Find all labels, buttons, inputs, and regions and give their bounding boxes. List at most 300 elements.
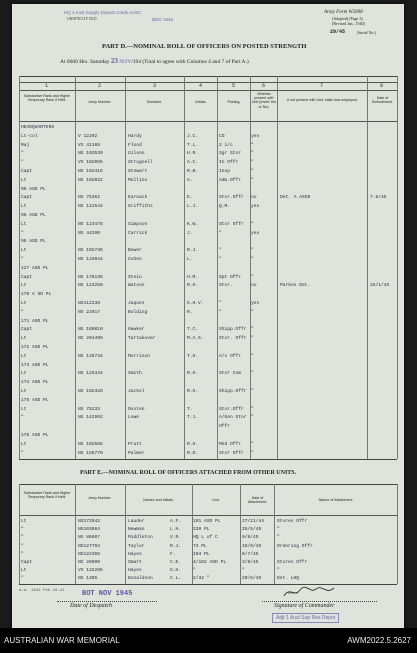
part-d-row (19, 168, 397, 176)
cell-nature: " (277, 527, 280, 533)
col-header-posting: Posting. (227, 100, 241, 104)
part-d-row (19, 362, 397, 370)
part-e-row (19, 551, 397, 559)
cell-nature: " (277, 568, 280, 574)
cell-post: Q.M. (219, 204, 231, 210)
cell-name: Stein (128, 274, 142, 280)
cell-present: " (251, 441, 254, 447)
cell-init: L.H. (170, 527, 182, 533)
part-d-row (19, 247, 397, 255)
cell-post: Stor Offr (219, 221, 244, 227)
cell-post: 2 i/c (219, 142, 233, 148)
part-d-row (19, 203, 397, 211)
date-stamp: BNO 1945 (152, 17, 174, 22)
cell-post: Offr (219, 424, 231, 430)
cell-rank: HEADQUARTERS (21, 125, 55, 130)
cell-name: Tartakover (128, 336, 156, 342)
part-d-row (19, 397, 397, 405)
cell-rank: " (21, 160, 24, 166)
cell-rank: Lt (21, 177, 27, 183)
cell-present: " (251, 389, 254, 394)
unit-stamp: HQ 1 Aust Supply Depots Cmds AASC (64, 10, 142, 15)
cell-name: Palmer (128, 450, 145, 456)
cell-unit: 104 PL (193, 551, 210, 557)
part-d-row (19, 256, 397, 264)
cell-init: H.M. (187, 274, 199, 280)
cell-init: R.H. (187, 389, 199, 394)
e-header-date: Date of Attachment. (247, 496, 268, 505)
cell-rank: " (21, 535, 24, 541)
part-d-row (19, 414, 397, 422)
col-header-present: Whether present with Unit (Insert Yes or No). (251, 92, 277, 109)
cell-init: T.C. (187, 327, 199, 333)
serial-label: (Serial No.) (357, 30, 376, 35)
cell-name: Jackel (128, 389, 145, 394)
cell-rank: 127 ASD PL (21, 265, 49, 271)
col-num-3: 3 (153, 83, 157, 89)
cell-init: A.F. (170, 519, 182, 524)
cell-name: Smart (128, 560, 142, 565)
col-num-7: 7 (320, 83, 324, 89)
cell-rank: Lt (21, 371, 27, 377)
cell-init: E. (187, 195, 193, 201)
cell-present: " (251, 353, 254, 359)
cell-no: NX 1365 (78, 576, 98, 582)
cell-no: NX172942 (78, 519, 101, 524)
cell-rank: Lt (21, 406, 27, 412)
cell-name: Carrick (128, 230, 148, 236)
col-num-2: 2 (98, 83, 102, 89)
cell-rank: Lt (21, 389, 27, 394)
e-header-unit: Unit. (212, 498, 220, 502)
cell-rank: Capt (21, 195, 33, 201)
cell-init: R.D. (187, 450, 199, 456)
cell-name: Lowe (128, 415, 140, 421)
part-d-row (19, 221, 397, 229)
cell-post: " (219, 230, 222, 236)
cell-present: " (251, 257, 254, 262)
cell-unit: 2/32 " (193, 576, 210, 582)
cell-how: Parkes Det. (280, 283, 311, 289)
e-header-names: Names and Initials. (143, 498, 174, 502)
cell-rank: Lt (21, 519, 27, 524)
col-num-5: 5 (232, 83, 236, 89)
cell-rank: Maj (21, 142, 30, 148)
cell-nature: Det. LHQ (277, 576, 300, 582)
despatch-date: BOT NOV 1945 (82, 590, 133, 598)
cell-init: T.H. (187, 353, 199, 359)
cell-post: Stor.Offr (219, 406, 244, 412)
cell-rank: " (21, 527, 24, 533)
cell-present: " (251, 406, 254, 412)
cell-date: " (242, 568, 245, 574)
signature-label: Signature of Commander (274, 603, 335, 609)
part-d-row (19, 177, 397, 185)
cell-name: Earnack (128, 195, 148, 201)
cell-name: Watson (128, 283, 145, 289)
cell-init: F. (170, 551, 176, 557)
at-line: At 0600 Hrs. Saturday 23 NOV/194 (Total to agree with Columns 4 and 7 of Part A.) (60, 57, 249, 65)
cell-present: " (251, 169, 254, 174)
cell-unit: 73 PL (193, 543, 207, 549)
cell-no: NX 142992 (78, 415, 103, 421)
cell-init: T.L. (187, 142, 199, 148)
cell-present: " (251, 371, 254, 377)
cell-init: R.B. (187, 169, 199, 174)
cell-name: Morrison (128, 353, 151, 359)
cell-post: Stor. (219, 283, 233, 289)
cell-name: Bower (128, 248, 142, 254)
cell-init: T. (187, 406, 193, 412)
cell-date: 7.8/45 (370, 195, 387, 201)
part-d-row (19, 238, 397, 246)
cell-no: NX103664 (78, 527, 101, 533)
cell-present: " (251, 221, 254, 227)
cell-present: yes (251, 133, 260, 139)
cell-no: NX 134044 (78, 257, 103, 262)
cell-no: NX 204499 (78, 336, 103, 342)
cell-no: NX 123478 (78, 221, 103, 227)
cell-no: NX 44290 (78, 230, 101, 236)
cell-date: 20/6/45 (242, 576, 262, 582)
cell-present: " (251, 450, 254, 456)
part-e-row (19, 526, 397, 534)
classification-label: UNSPECIFIED (67, 17, 97, 22)
cell-how: Det. A ASOD (280, 195, 311, 201)
commander-signature (282, 584, 342, 600)
part-d-row (19, 379, 397, 387)
cell-rank: Capt (21, 274, 33, 280)
cell-rank: Capt (21, 560, 33, 565)
e-header-nature: Nature of Attachment. (318, 498, 354, 502)
cell-name: Hawker (128, 327, 145, 333)
cell-name: Middleton (128, 535, 153, 541)
part-e-row (19, 534, 397, 542)
part-d-row (19, 212, 397, 220)
cell-name: Strugnell (128, 160, 153, 166)
cell-rank: Lt (21, 301, 27, 306)
cell-init: J.C. (187, 133, 199, 139)
cell-present: yes (251, 230, 260, 236)
cell-post: In Offr (219, 160, 239, 166)
cell-rank: Lt (21, 221, 27, 227)
cell-present: " (251, 327, 254, 333)
cell-init: T.J. (187, 415, 199, 421)
col-num-6: 6 (262, 83, 266, 89)
cell-rank: " (21, 309, 24, 315)
cell-name: Bolding (128, 309, 148, 315)
cell-no: NX 112544 (78, 204, 103, 210)
cell-rank: 96 ASD PL (21, 186, 46, 192)
cell-no: VX 102056 (78, 160, 103, 166)
cell-present: " (251, 274, 254, 280)
part-d-row (19, 159, 397, 167)
part-d-row (19, 450, 397, 458)
cell-name: Hayes (128, 551, 142, 557)
cell-present: " (251, 415, 254, 421)
cell-name: Griffiths (128, 204, 153, 210)
part-d-row (19, 186, 397, 194)
cell-date: 6/7/45 (242, 551, 259, 557)
cell-no: VX 132286 (78, 568, 103, 574)
e-header-number: Army Number. (88, 496, 112, 500)
cell-no: NX 75233 (78, 406, 101, 412)
cell-rank: 170 A SD PL (21, 292, 52, 298)
part-d-row (19, 432, 397, 440)
cell-post: Stor Offr (219, 450, 244, 456)
cell-present: yes (251, 204, 260, 210)
cell-init: L. (187, 257, 193, 262)
cell-rank: " (21, 543, 24, 549)
cell-name: Hayes (128, 568, 142, 574)
part-d-row (19, 441, 397, 449)
cell-date: 25/5/45 (242, 527, 262, 533)
part-d-row (19, 274, 397, 282)
part-d-row (19, 300, 397, 308)
part-e-title: PART E.—NOMINAL ROLL OF OFFICERS ATTACHED FROM OTHER UNITS. (80, 470, 297, 476)
cell-init: R.J. (170, 543, 182, 549)
cell-name: Cohen (128, 257, 142, 262)
part-d-row (19, 335, 397, 343)
part-d-row (19, 282, 397, 290)
cell-name: Oxsten (128, 406, 145, 412)
cell-init: K.W. (187, 221, 199, 227)
cell-no: NX 102586 (78, 441, 103, 447)
part-d-row (19, 124, 397, 132)
part-d-row (19, 265, 397, 273)
part-d-row (19, 370, 397, 378)
part-e-row (19, 518, 397, 526)
cell-present: " (251, 248, 254, 254)
cell-init: A. (187, 177, 193, 183)
cell-post: Med Offr (219, 441, 242, 447)
cell-post: A/s Offr (219, 353, 242, 359)
cell-unit: 4/162 ASD PL (193, 560, 227, 565)
cell-post: Sgr Stor (219, 151, 242, 157)
cell-no: NX 123250 (78, 283, 103, 289)
despatch-label: Date of Despatch (70, 603, 112, 609)
cell-rank: Capt (21, 327, 33, 333)
part-d-row (19, 423, 397, 431)
cell-init: J. (187, 230, 193, 236)
part-e-row (19, 543, 397, 551)
caption-accession: AWM2022.5.2627 (347, 636, 411, 645)
part-d-row (19, 142, 397, 150)
cell-no: NX 125444 (78, 371, 103, 377)
col-header-employed: If not present with Unit, state how employed. (287, 98, 358, 102)
document-page (12, 4, 404, 628)
cell-name: Simpson (128, 221, 148, 227)
cell-no: NX 102416 (78, 169, 103, 174)
caption-institution: AUSTRALIAN WAR MEMORIAL (4, 636, 120, 645)
cell-rank: " (21, 230, 24, 236)
cell-no: NX 156770 (78, 450, 103, 456)
cell-unit: HQ L of C (193, 535, 218, 541)
cell-name: Lauder (128, 519, 145, 524)
cell-init: A.C. (187, 160, 199, 166)
cell-init: H.R. (187, 151, 199, 157)
cell-post: Insp (219, 169, 231, 174)
cell-name: Pratt (128, 441, 142, 447)
cell-unit: 239 PL (193, 527, 210, 533)
cell-post: " (219, 248, 222, 254)
cell-rank: Lt (21, 568, 27, 574)
cell-present: yes (251, 301, 260, 306)
cell-rank: 176 ASD PL (21, 433, 49, 438)
col-header-number: Army Number. (88, 100, 112, 104)
cell-rank: " (21, 257, 24, 262)
cell-no: NX 86607 (78, 535, 101, 541)
cell-rank: 172 ASD PL (21, 345, 49, 350)
cell-post: Stor. Offr (219, 336, 247, 342)
part-d-title: PART D.—NOMINAL ROLL OF OFFICERS ON POSTED STRENGTH (102, 43, 307, 50)
part-e-row (19, 575, 397, 583)
cell-rank: Lt (21, 353, 27, 359)
cell-init: M.A.S. (187, 336, 204, 342)
part-d-row (19, 309, 397, 317)
part-d-row (19, 150, 397, 158)
cell-post: Stor.Offr (219, 195, 244, 201)
cell-init: R.H. (187, 371, 199, 377)
cell-post: " (219, 309, 222, 315)
cell-rank: " (21, 450, 24, 456)
cell-nature: Stores Offr (277, 560, 308, 565)
cell-rank: 173 ASD PL (21, 362, 49, 368)
cell-rank: 98 ASD PL (21, 213, 46, 218)
cell-no: NX 103530 (78, 151, 103, 157)
cell-no: NX 135734 (78, 353, 103, 359)
cell-no: NX112238 (78, 301, 101, 306)
cell-rank: Capt (21, 169, 33, 174)
cell-rank: " (21, 415, 24, 421)
cell-post: Adm.Offr (219, 177, 242, 183)
cell-unit: " (193, 568, 196, 574)
cell-post: " (219, 257, 222, 262)
part-d-row (19, 388, 397, 396)
cell-init: R.J. (187, 248, 199, 254)
cell-init: R.H. (187, 441, 199, 447)
part-e-row (19, 559, 397, 567)
form-revised: (Revised Jan., 1940) (332, 21, 365, 26)
cell-present: " (251, 151, 254, 157)
part-d-row (19, 230, 397, 238)
part-e-row (19, 567, 397, 575)
cell-post: " (219, 301, 222, 306)
cell-post: Shipp.Offr (219, 327, 247, 333)
cell-present: " (251, 177, 254, 183)
part-d-row (19, 133, 397, 141)
cell-nature: " (277, 535, 280, 541)
cell-post: Spt Offr (219, 274, 242, 280)
cell-present: " (251, 160, 254, 166)
cell-rank: " (21, 151, 24, 157)
cell-name: Donaldson (128, 576, 153, 582)
cell-present: no (251, 283, 257, 289)
cell-present: " (251, 309, 254, 315)
cell-post: A/Gen Stor (219, 415, 247, 421)
cell-no: V 12202 (78, 133, 98, 139)
cell-date: 9/8/45 (242, 535, 259, 541)
cell-unit: 101 ASD PL (193, 519, 221, 524)
serial-number: 29/45 (330, 29, 346, 35)
cell-no: NX 102746 (78, 248, 103, 254)
cell-date: 27/11/44 (242, 519, 265, 524)
cell-date: 18/6/45 (242, 543, 262, 549)
cell-name: Smith (128, 371, 142, 377)
cell-present: " (251, 142, 254, 148)
cell-no: NX 102320 (78, 389, 103, 394)
part-d-row (19, 194, 397, 202)
cell-name: Taylor (128, 543, 145, 549)
cell-rank: Lt (21, 248, 27, 254)
cell-name: Hardy (128, 133, 142, 139)
cell-date: 3/8/45 (242, 560, 259, 565)
cell-post: Shipp.Offr (219, 389, 247, 394)
cell-no: NX 180810 (78, 327, 103, 333)
cell-init: G.H. (170, 568, 182, 574)
cell-post: Stor Com (219, 371, 242, 377)
cell-no: NX 22917 (78, 309, 101, 315)
cell-no: VX 41108 (78, 142, 101, 148)
col-header-embodiment: Date of Embodiment. (371, 96, 394, 105)
cell-rank: 95 ASD PL (21, 239, 46, 245)
cell-date: 25/1/45 (370, 283, 390, 289)
cell-rank: Lt-col (21, 133, 38, 139)
cell-present: " (251, 336, 254, 342)
cell-no: NX 102022 (78, 177, 103, 183)
cell-rank: " (21, 576, 24, 582)
commander-stamp: Adjt 1 Aust Sup Res Depot (272, 613, 339, 623)
part-d-row (19, 406, 397, 414)
cell-name: Newman (128, 527, 145, 533)
part-d-row (19, 318, 397, 326)
part-d-row (19, 326, 397, 334)
col-header-rank: Substantive Rank and Higher Temporary Rank if Held. (23, 94, 71, 103)
cell-init: R.H. (187, 283, 199, 289)
form-adapted: (Adapted) (Page 3) (332, 16, 363, 21)
caption-bar (0, 628, 417, 653)
cell-init: L.J. (187, 204, 199, 210)
cell-init: R. (187, 309, 193, 315)
cell-name: Stewart (128, 169, 148, 174)
part-d-row (19, 291, 397, 299)
cell-init: C.L. (170, 576, 182, 582)
cell-name: Flood (128, 142, 142, 148)
cell-rank: " (21, 551, 24, 557)
e-header-rank: Substantive Rank and Higher Temporary Rank if Held. (23, 491, 71, 500)
col-num-8: 8 (380, 83, 384, 89)
cell-no: NX122365 (78, 551, 101, 557)
cell-nature: Stores Offr (277, 519, 308, 524)
col-num-4: 4 (199, 83, 203, 89)
cell-no: NX127794 (78, 543, 101, 549)
cell-rank: Lt (21, 204, 27, 210)
cell-no: NX 176136 (78, 274, 103, 280)
cell-rank: Lt (21, 336, 27, 342)
col-header-initials: Initials. (195, 100, 207, 104)
part-d-row (19, 353, 397, 361)
cell-rank: 171 ASD PL (21, 318, 49, 324)
cell-rank: Lt (21, 283, 27, 289)
cell-rank: 175 ASD PL (21, 397, 49, 403)
cell-rank: 174 ASD PL (21, 380, 49, 386)
cell-init: C.E. (170, 560, 182, 565)
col-num-1: 1 (45, 83, 49, 89)
form-code: a.w. 1944 Feb 10-41 (19, 589, 65, 593)
cell-name: Jaques (128, 301, 145, 306)
cell-rank: Lt (21, 441, 27, 447)
part-d-row (19, 344, 397, 352)
